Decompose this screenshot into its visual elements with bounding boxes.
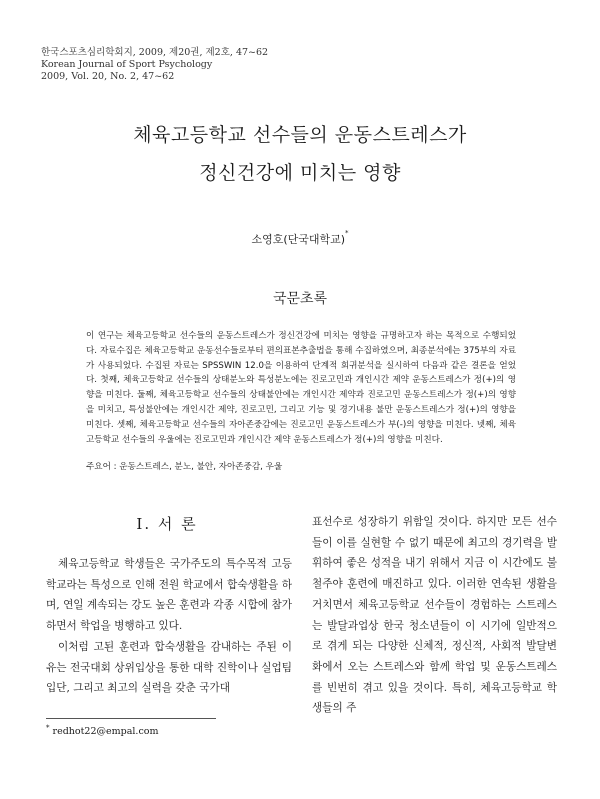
left-column <box>46 554 292 699</box>
title-line-2: 정신건강에 미치는 영향 <box>199 162 401 184</box>
abstract-heading: 국문초록 <box>272 291 328 307</box>
journal-info <box>41 47 268 83</box>
footnote-mark: * <box>46 724 50 732</box>
author-name: 소영호(단국대학교) <box>251 233 346 246</box>
footnote <box>46 724 159 737</box>
abstract-text: 이 연구는 체육고등학교 선수들의 운동스트레스가 정신건강에 미치는 영향을 규명하고자 하는 목적으로 수행되었다. 자료수집은 체육고등학교 운동선수들로부터 편의표본추출법을 통해 수집하였으며, 최종분석에는 375부의 자료가 사용되었다. 수집된 자료는 SPSSWIN 12.0을 이용하여 단계적 회귀분석을 실시하여 다음과 같은 결론을 얻었다. 첫째, 체육고등학교 선수들의 상태분노와 특성분노에는 진로고민과 개인시간 제약 운동스트레스가 정(+)의 영향을 미친다. 둘째, 체육고등학교 선수들의 상태불안에는 개인시간 제약과 진로고민 운동스트레스가 정(+)의 영향을 미치고, 특성불안에는 개인시간 제약, 진로고민, 그리고 기능 및 경기내용 불만 운동스트레스가 정(+)의 영향을 미친다. 셋째, 체육고등학교 선수들의 자아존중감에는 진로고민 운동스트레스가 부(-)의 영향을 미친다. 넷째, 체육고등학교 선수들의 우울에는 진로고민과 개인시간 제약 운동스트레스가 정(+)의 영향을 미친다. <box>86 331 516 445</box>
right-column <box>312 512 557 719</box>
section-heading: Ⅰ. 서 론 <box>136 515 198 533</box>
journal-name-english: Korean Journal of Sport Psychology <box>41 59 213 70</box>
title-line-1: 체육고등학교 선수들의 운동스트레스가 <box>133 124 467 146</box>
body-paragraph: 표선수로 성장하기 위함일 것이다. 하지만 모든 선수들이 이를 실현할 수 없기 때문에 최고의 경기력을 발휘하여 좋은 성적을 내기 위해서 지금 이 시간에도 불철주야 훈련에 매진하고 있다. 이러한 연속된 생활을 거치면서 체육고등학교 선수들이 경험하는 스트레스는 발달과업상 한국 청소년들이 이 시기에 일반적으로 겪게 되는 다양한 신체적, 정신적, 사회적 발달변화에서 오는 스트레스와 함께 학업 및 운동스트레스를 빈번히 겪고 있을 것이다. 특히, 체육고등학교 학생들의 주 <box>312 516 557 715</box>
keywords: 주요어 : 운동스트레스, 분노, 불안, 자아존중감, 우울 <box>86 462 283 472</box>
footnote-email: redhot22@empal.com <box>52 726 159 738</box>
body-paragraph: 이처럼 고된 훈련과 합숙생활을 감내하는 주된 이유는 전국대회 상위입상을 통한 대학 진학이나 실업팀 입단, 그리고 최고의 실력을 갖춘 국가대 <box>46 640 292 695</box>
journal-citation-korean: 한국스포츠심리학회지, 2009, 제20권, 제2호, 47~62 <box>41 47 269 58</box>
body-paragraph: 체육고등학교 학생들은 국가주도의 특수목적 고등학교라는 특성으로 인해 전원 학교에서 합숙생활을 하며, 연일 계속되는 강도 높은 훈련과 각종 시합에 참가하면서 학업을 병행하고 있다. <box>46 558 292 633</box>
journal-citation-english: 2009, Vol. 20, No. 2, 47~62 <box>41 71 175 82</box>
author-footnote-mark: * <box>345 229 349 237</box>
author-line <box>0 231 600 247</box>
footnote-divider <box>46 718 216 719</box>
